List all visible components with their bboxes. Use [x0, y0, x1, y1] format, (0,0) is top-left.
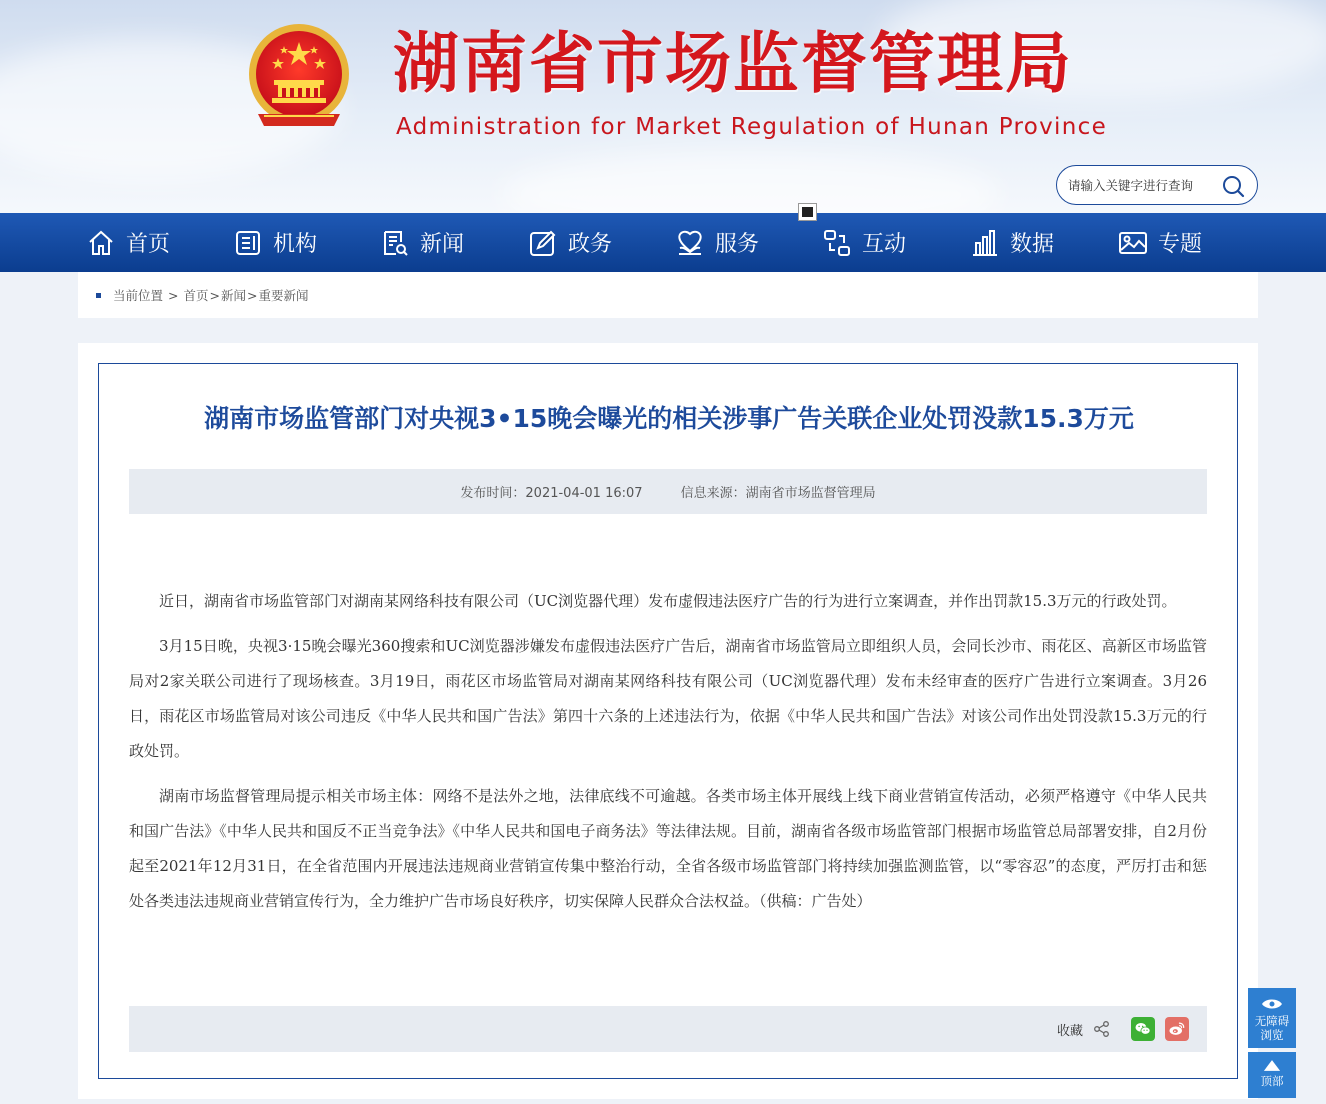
nav-item-home[interactable]: [86, 213, 170, 272]
weibo-share-button[interactable]: [1165, 1017, 1189, 1041]
wechat-share-button[interactable]: [1131, 1017, 1155, 1041]
wechat-icon: [1133, 1019, 1153, 1039]
article-paragraph: 3月15日晚，央视3·15晚会曝光360搜索和UC浏览器涉嫌发布虚假违法医疗广告后，湖南省市场监管局立即组织人员，会同长沙市、雨花区、高新区市场监管局对2家关联公司进行了现场核查。3月19日，雨花区市场监管局对湖南某网络科技有限公司（UC浏览器代理）发布未经审查的医疗广告进行立案调查。3月26日，雨花区市场监管局对该公司违反《中华人民共和国广告法》第四十六条的上述违法行为，依据《中华人民共和国广告法》对该公司作出处罚没款15.3万元的行政处罚。: [129, 637, 1207, 760]
home-icon: [86, 228, 116, 258]
nav-label: 新闻: [420, 232, 465, 257]
org-icon: [233, 228, 263, 258]
nav-label: 服务: [715, 232, 760, 257]
breadcrumb-separator: >: [209, 287, 220, 303]
broken-image-icon: [798, 203, 817, 221]
article-card: [78, 343, 1258, 1099]
nav-item-service[interactable]: [675, 213, 759, 272]
article-frame: [98, 363, 1238, 1079]
publish-time: 发布时间：2021-04-01 16:07: [460, 486, 643, 501]
back-to-top-label: 顶部: [1260, 1074, 1284, 1088]
nav-item-topic[interactable]: [1118, 213, 1202, 272]
article-title: 湖南市场监管部门对央视3•15晚会曝光的相关涉事广告关联企业处罚没款15.3万元: [204, 404, 1134, 433]
site-title: 湖南省市场监督管理局: [393, 25, 1073, 102]
nav-item-org[interactable]: [233, 213, 317, 272]
nav-label: 互动: [862, 232, 907, 257]
breadcrumb-bullet: [96, 293, 101, 298]
chart-icon: [970, 228, 1000, 258]
share-bar: [129, 1006, 1207, 1052]
breadcrumb: [78, 272, 1258, 318]
nav-item-interact[interactable]: [822, 213, 906, 272]
favorite-link[interactable]: 收藏: [1056, 1023, 1083, 1039]
edit-icon: [528, 228, 558, 258]
arrow-up-icon: [1263, 1059, 1281, 1072]
article-meta: [129, 469, 1207, 514]
news-icon: [380, 228, 410, 258]
main-nav: [0, 213, 1326, 272]
info-source: 信息来源：湖南省市场监督管理局: [680, 486, 876, 501]
nav-label: 首页: [126, 232, 171, 257]
share-icon[interactable]: [1093, 1020, 1111, 1038]
nav-label: 数据: [1010, 232, 1055, 257]
site-header: [0, 0, 1326, 213]
breadcrumb-link-home[interactable]: 首页: [183, 288, 209, 303]
nav-item-gov[interactable]: [528, 213, 612, 272]
nav-label: 政务: [568, 232, 613, 257]
breadcrumb-link-news[interactable]: 新闻: [221, 288, 247, 303]
search-icon[interactable]: [1221, 174, 1245, 198]
weibo-icon: [1167, 1019, 1187, 1039]
article-body: [129, 584, 1207, 929]
accessibility-label: 无障碍浏览: [1254, 1014, 1290, 1042]
article-paragraph: 湖南市场监督管理局提示相关市场主体：网络不是法外之地，法律底线不可逾越。各类市场主体开展线上线下商业营销宣传活动，必须严格遵守《中华人民共和国广告法》《中华人民共和国反不正当竞争法》《中华人民共和国电子商务法》等法律法规。目前，湖南省各级市场监管部门根据市场监管总局部署安排，自2月份起至2021年12月31日，在全省范围内开展违法违规商业营销宣传集中整治行动，全省各级市场监管部门将持续加强监测监管，以“零容忍”的态度，严厉打击和惩处各类违法违规商业营销宣传行为，全力维护广告市场良好秩序，切实保障人民群众合法权益。（供稿：广告处）: [129, 787, 1207, 910]
service-icon: [675, 228, 705, 258]
nav-label: 专题: [1158, 232, 1203, 257]
interact-icon: [822, 228, 852, 258]
nav-item-data[interactable]: [970, 213, 1054, 272]
article-paragraph: 近日，湖南省市场监管部门对湖南某网络科技有限公司（UC浏览器代理）发布虚假违法医疗广告的行为进行立案调查，并作出罚款15.3万元的行政处罚。: [159, 592, 1177, 610]
cloud-decoration: [500, 150, 1000, 213]
breadcrumb-separator: >: [247, 287, 258, 303]
back-to-top-button[interactable]: [1248, 1052, 1296, 1098]
nav-item-news[interactable]: [380, 213, 464, 272]
search-input[interactable]: [1068, 178, 1218, 193]
national-emblem-icon: [244, 22, 354, 134]
search-box[interactable]: [1056, 165, 1258, 205]
breadcrumb-prefix: 当前位置: [113, 288, 164, 303]
accessibility-button[interactable]: [1248, 988, 1296, 1048]
breadcrumb-arrow: >: [168, 287, 179, 303]
site-subtitle: Administration for Market Regulation of Hunan Province: [396, 114, 1108, 140]
breadcrumb-link-important-news[interactable]: 重要新闻: [258, 288, 309, 303]
image-icon: [1118, 228, 1148, 258]
eye-icon: [1260, 996, 1284, 1012]
nav-label: 机构: [273, 232, 318, 257]
